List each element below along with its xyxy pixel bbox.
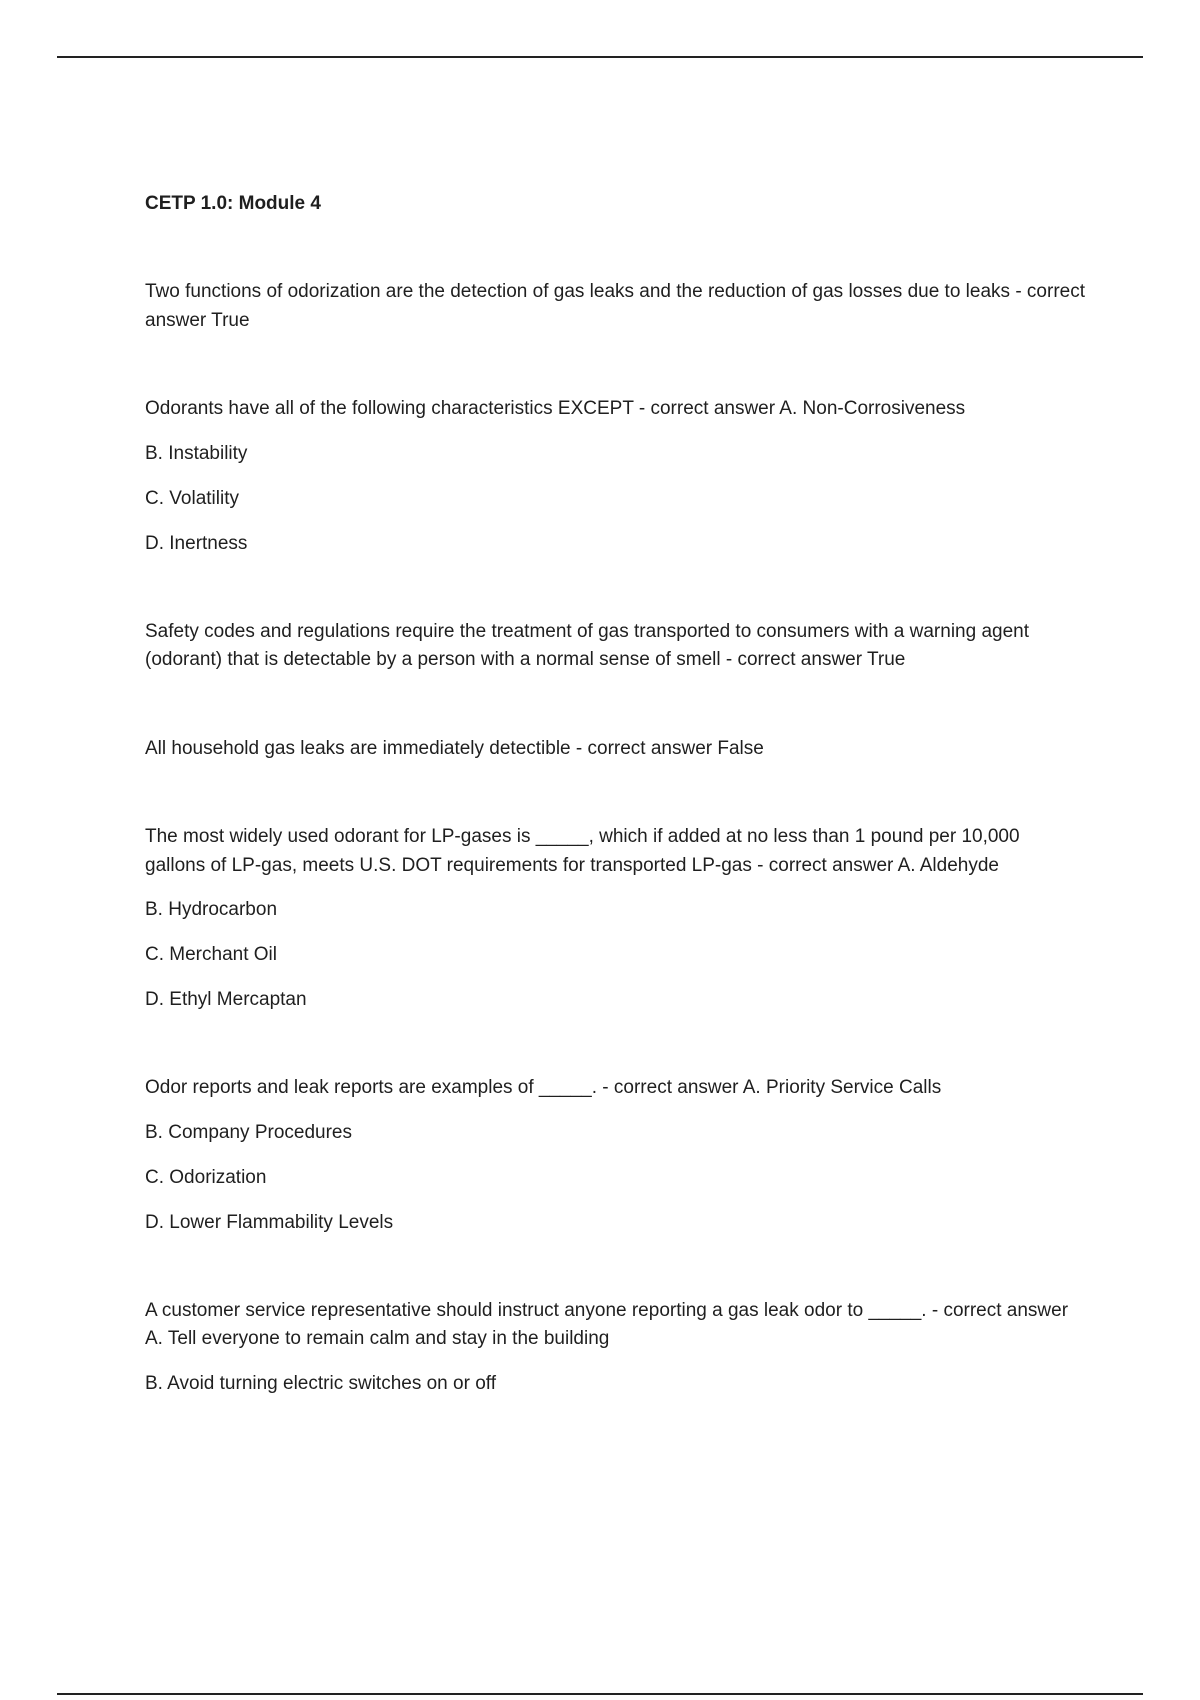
document-title: CETP 1.0: Module 4: [145, 193, 321, 214]
question-text: Two functions of odorization are the detection of gas leaks and the reduction of gas losses due to leaks - correct answer True: [145, 281, 1085, 331]
question-block-3: [145, 618, 1085, 675]
answer-option: B. Hydrocarbon: [145, 899, 278, 920]
question-block-6: [145, 1074, 1085, 1237]
answer-option: B. Company Procedures: [145, 1121, 352, 1143]
question-text: Odor reports and leak reports are examples of _____. - correct answer A. Priority Service Calls: [145, 1077, 942, 1098]
question-block-2: [145, 395, 1085, 558]
header-rule: [57, 56, 1143, 58]
question-text: The most widely used odorant for LP-gases is _____, which if added at no less than 1 pound per 10,000 gallons of LP-gas, meets U.S. DOT requirements for transported LP-gas - correct answer A. Aldehyde: [145, 826, 1020, 876]
question-block-4: [145, 735, 1085, 764]
footer-rule: [57, 1693, 1143, 1695]
answer-option: D. Lower Flammability Levels: [145, 1211, 394, 1233]
question-text: All household gas leaks are immediately detectible - correct answer False: [145, 737, 764, 759]
answer-option: C. Merchant Oil: [145, 944, 277, 965]
answer-option: B. Instability: [145, 442, 248, 464]
question-block-1: [145, 278, 1085, 335]
question-block-5: [145, 823, 1085, 1014]
question-text: Odorants have all of the following characteristics EXCEPT - correct answer A. Non-Corrosiveness: [145, 398, 966, 419]
answer-option: D. Ethyl Mercaptan: [145, 989, 307, 1010]
answer-option: B. Avoid turning electric switches on or off: [145, 1372, 496, 1394]
answer-option: C. Volatility: [145, 487, 239, 509]
document-body: [145, 190, 1085, 1458]
answer-option: C. Odorization: [145, 1166, 267, 1188]
question-text: Safety codes and regulations require the treatment of gas transported to consumers with a warning agent (odorant) that is detectable by a person with a normal sense of smell - correct answer True: [145, 620, 1030, 670]
answer-option: D. Inertness: [145, 532, 248, 554]
question-text: A customer service representative should instruct anyone reporting a gas leak odor to _____. - correct answer A. Tell everyone to remain calm and stay in the building: [145, 1299, 1069, 1349]
question-block-7: [145, 1297, 1085, 1398]
